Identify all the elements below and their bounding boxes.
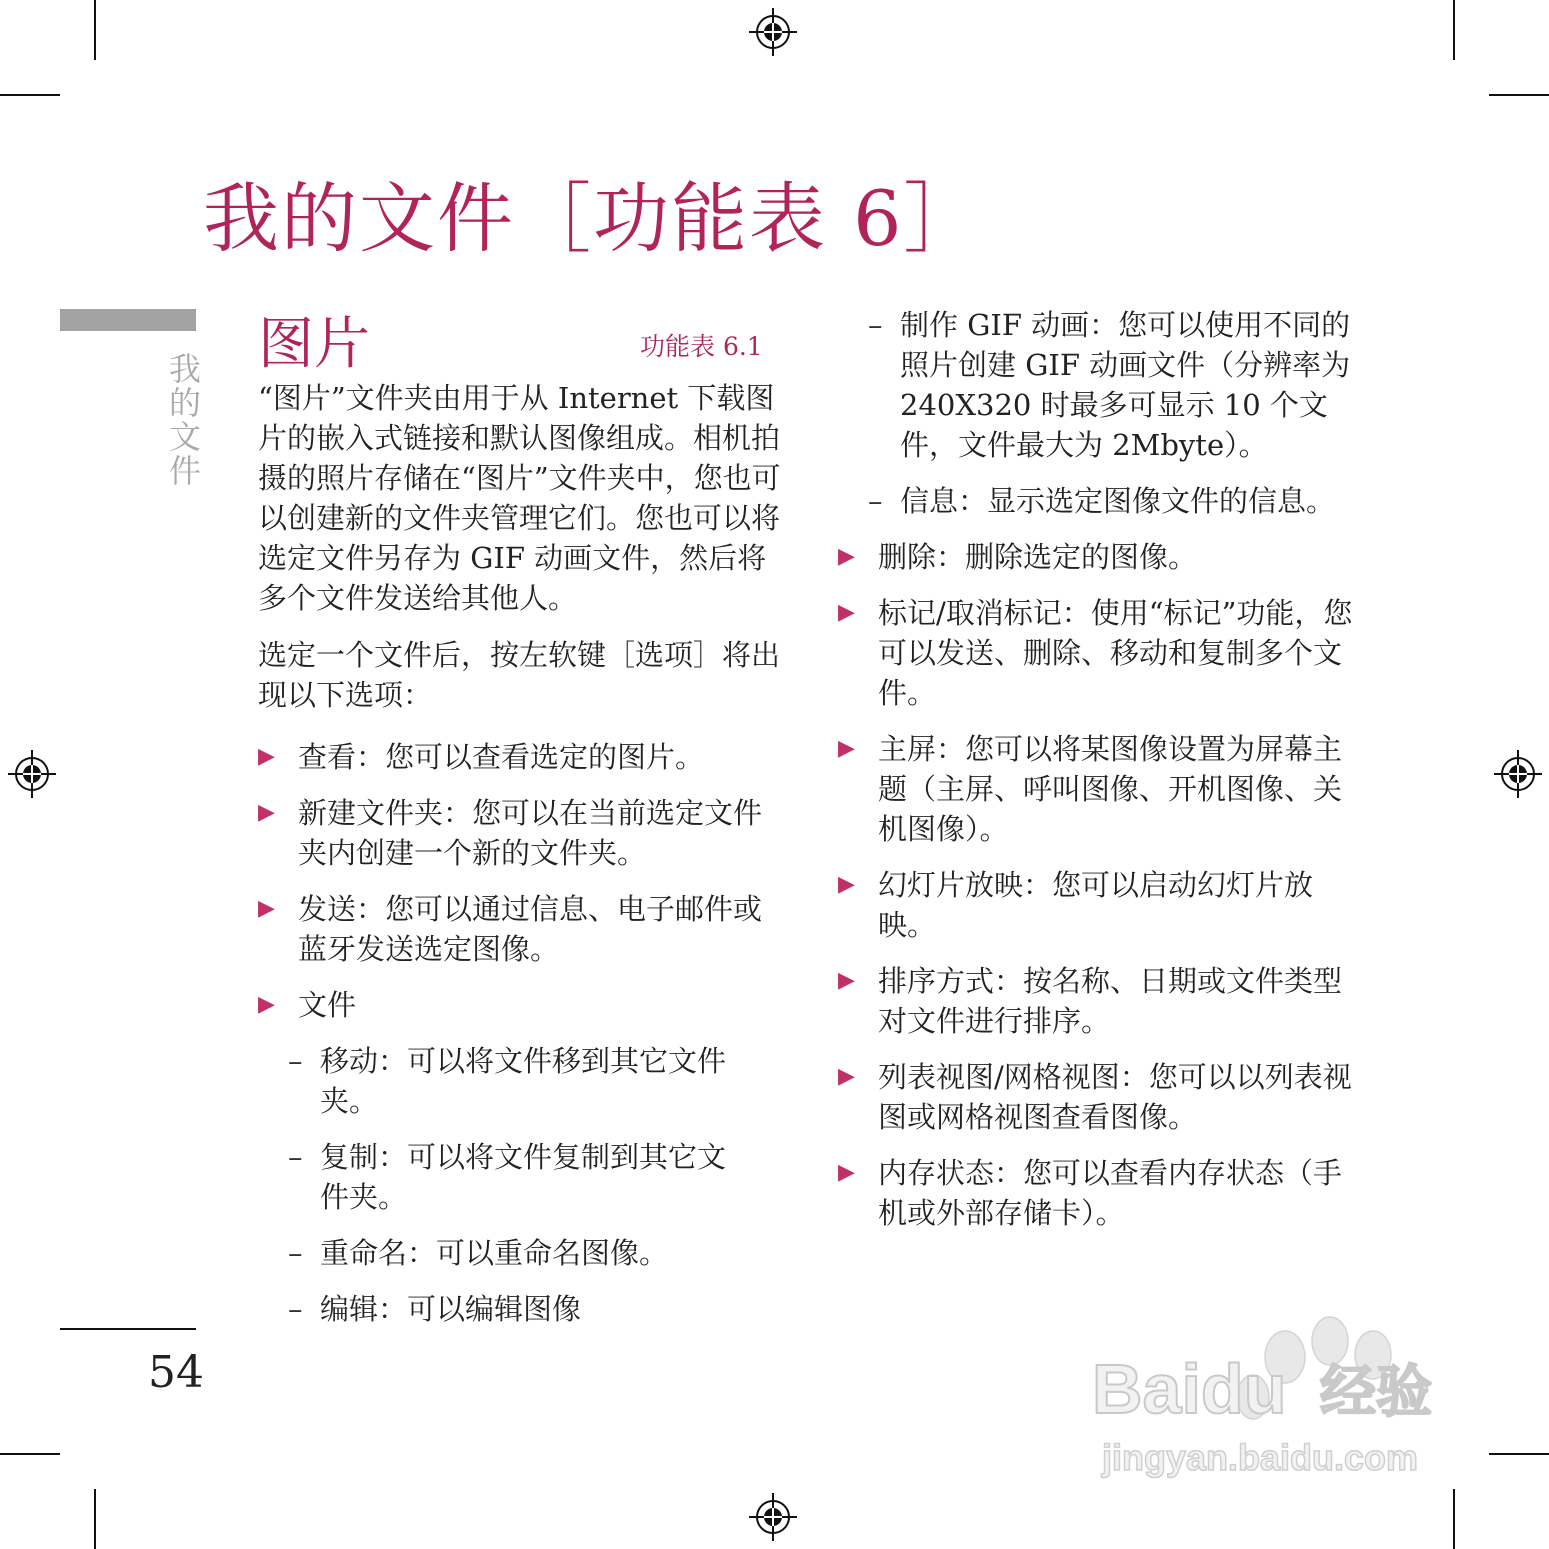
- list-item-text: 主屏：您可以将某图像设置为屏幕主题（主屏、呼叫图像、开机图像、关机图像）。: [878, 732, 1343, 846]
- left-column: [258, 378, 783, 1345]
- intro-paragraph: “图片”文件夹由用于从 Internet 下载图片的嵌入式链接和默认图像组成。相机拍摄的照片存储在“图片”文件夹中，您也可以创建新的文件夹管理它们。您也可以将选定文件另存为 GIF 动画文件，然后将多个文件发送给其他人。: [258, 381, 781, 615]
- bullet-arrow-icon: ▶: [258, 992, 275, 1017]
- bullet-arrow-icon: ▶: [258, 744, 275, 769]
- dash-marker: –: [288, 1044, 303, 1078]
- page-title: 我的文件［功能表 6］: [203, 174, 982, 263]
- sub-list-item: [258, 1233, 783, 1273]
- sub-list-item-text: 编辑：可以编辑图像: [320, 1292, 582, 1326]
- watermark-brand-cn: 经验: [1320, 1360, 1432, 1425]
- bullet-arrow-icon: ▶: [838, 872, 855, 897]
- list-item: [838, 1057, 1358, 1137]
- sub-list-item: [258, 1041, 783, 1121]
- list-item-text: 新建文件夹：您可以在当前选定文件夹内创建一个新的文件夹。: [298, 796, 763, 870]
- menu-reference: 功能表 6.1: [640, 332, 763, 361]
- sub-list-item: [838, 481, 1358, 521]
- list-item: [838, 1153, 1358, 1233]
- bullet-arrow-icon: ▶: [258, 896, 275, 921]
- list-item-text: 文件: [298, 988, 357, 1022]
- crop-mark: [1489, 94, 1549, 96]
- list-item: [258, 889, 783, 969]
- dash-marker: –: [288, 1140, 303, 1174]
- list-item: [258, 737, 783, 777]
- registration-mark-icon: [1494, 750, 1542, 798]
- registration-mark-icon: [749, 1493, 797, 1541]
- list-item: [258, 793, 783, 873]
- list-item-text: 查看：您可以查看选定的图片。: [298, 740, 705, 774]
- dash-marker: –: [868, 484, 883, 518]
- bullet-arrow-icon: ▶: [838, 1160, 855, 1185]
- registration-mark-icon: [8, 750, 56, 798]
- section-heading: 图片: [258, 312, 370, 377]
- list-item: [838, 865, 1358, 945]
- page-number: 54: [148, 1347, 204, 1398]
- side-tab-label: 我的文件: [164, 352, 202, 488]
- crop-mark: [94, 1489, 96, 1549]
- crop-mark: [94, 0, 96, 60]
- dash-marker: –: [288, 1236, 303, 1270]
- dash-marker: –: [288, 1292, 303, 1326]
- sub-list-item-text: 移动：可以将文件移到其它文件夹。: [320, 1044, 727, 1118]
- dash-marker: –: [868, 308, 883, 342]
- bullet-arrow-icon: ▶: [838, 544, 855, 569]
- sub-list-item-text: 重命名：可以重命名图像。: [320, 1236, 669, 1270]
- list-item: [838, 961, 1358, 1041]
- bullet-arrow-icon: ▶: [838, 600, 855, 625]
- sub-list-item-text: 复制：可以将文件复制到其它文件夹。: [320, 1140, 727, 1214]
- right-column: [838, 305, 1358, 1249]
- options-intro: 选定一个文件后，按左软键［选项］将出现以下选项：: [258, 638, 781, 712]
- crop-mark: [1489, 1453, 1549, 1455]
- list-item-text: 内存状态：您可以查看内存状态（手机或外部存储卡）。: [878, 1156, 1343, 1230]
- sub-list-item: [838, 305, 1358, 465]
- baidu-watermark-logo: [1090, 1315, 1460, 1495]
- crop-mark: [1453, 0, 1455, 60]
- crop-mark: [1453, 1489, 1455, 1549]
- list-item-text: 标记/取消标记：使用“标记”功能，您可以发送、删除、移动和复制多个文件。: [878, 596, 1353, 710]
- list-item: [258, 985, 783, 1025]
- list-item-text: 幻灯片放映：您可以启动幻灯片放映。: [878, 868, 1314, 942]
- list-item-text: 列表视图/网格视图：您可以以列表视图或网格视图查看图像。: [878, 1060, 1352, 1134]
- bullet-arrow-icon: ▶: [838, 736, 855, 761]
- watermark-url: jingyan.baidu.com: [1102, 1437, 1419, 1478]
- sub-list-item-text: 信息：显示选定图像文件的信息。: [900, 484, 1336, 518]
- list-item-text: 删除：删除选定的图像。: [878, 540, 1198, 574]
- list-item-text: 发送：您可以通过信息、电子邮件或蓝牙发送选定图像。: [298, 892, 763, 966]
- sub-list-item: [258, 1137, 783, 1217]
- crop-mark: [0, 1453, 60, 1455]
- watermark-brand: Baidu: [1092, 1350, 1287, 1428]
- bullet-arrow-icon: ▶: [838, 968, 855, 993]
- list-item: [838, 729, 1358, 849]
- crop-mark: [0, 94, 60, 96]
- sub-list-item: [258, 1289, 783, 1329]
- registration-mark-icon: [749, 8, 797, 56]
- list-item-text: 排序方式：按名称、日期或文件类型对文件进行排序。: [878, 964, 1343, 1038]
- bullet-arrow-icon: ▶: [258, 800, 275, 825]
- bullet-arrow-icon: ▶: [838, 1064, 855, 1089]
- side-tab-bar: [60, 309, 196, 331]
- list-item: [838, 593, 1358, 713]
- sub-list-item-text: 制作 GIF 动画：您可以使用不同的照片创建 GIF 动画文件（分辨率为 240X320 时最多可显示 10 个文件，文件最大为 2Mbyte）。: [900, 308, 1351, 462]
- page-number-rule: [60, 1328, 196, 1330]
- list-item: [838, 537, 1358, 577]
